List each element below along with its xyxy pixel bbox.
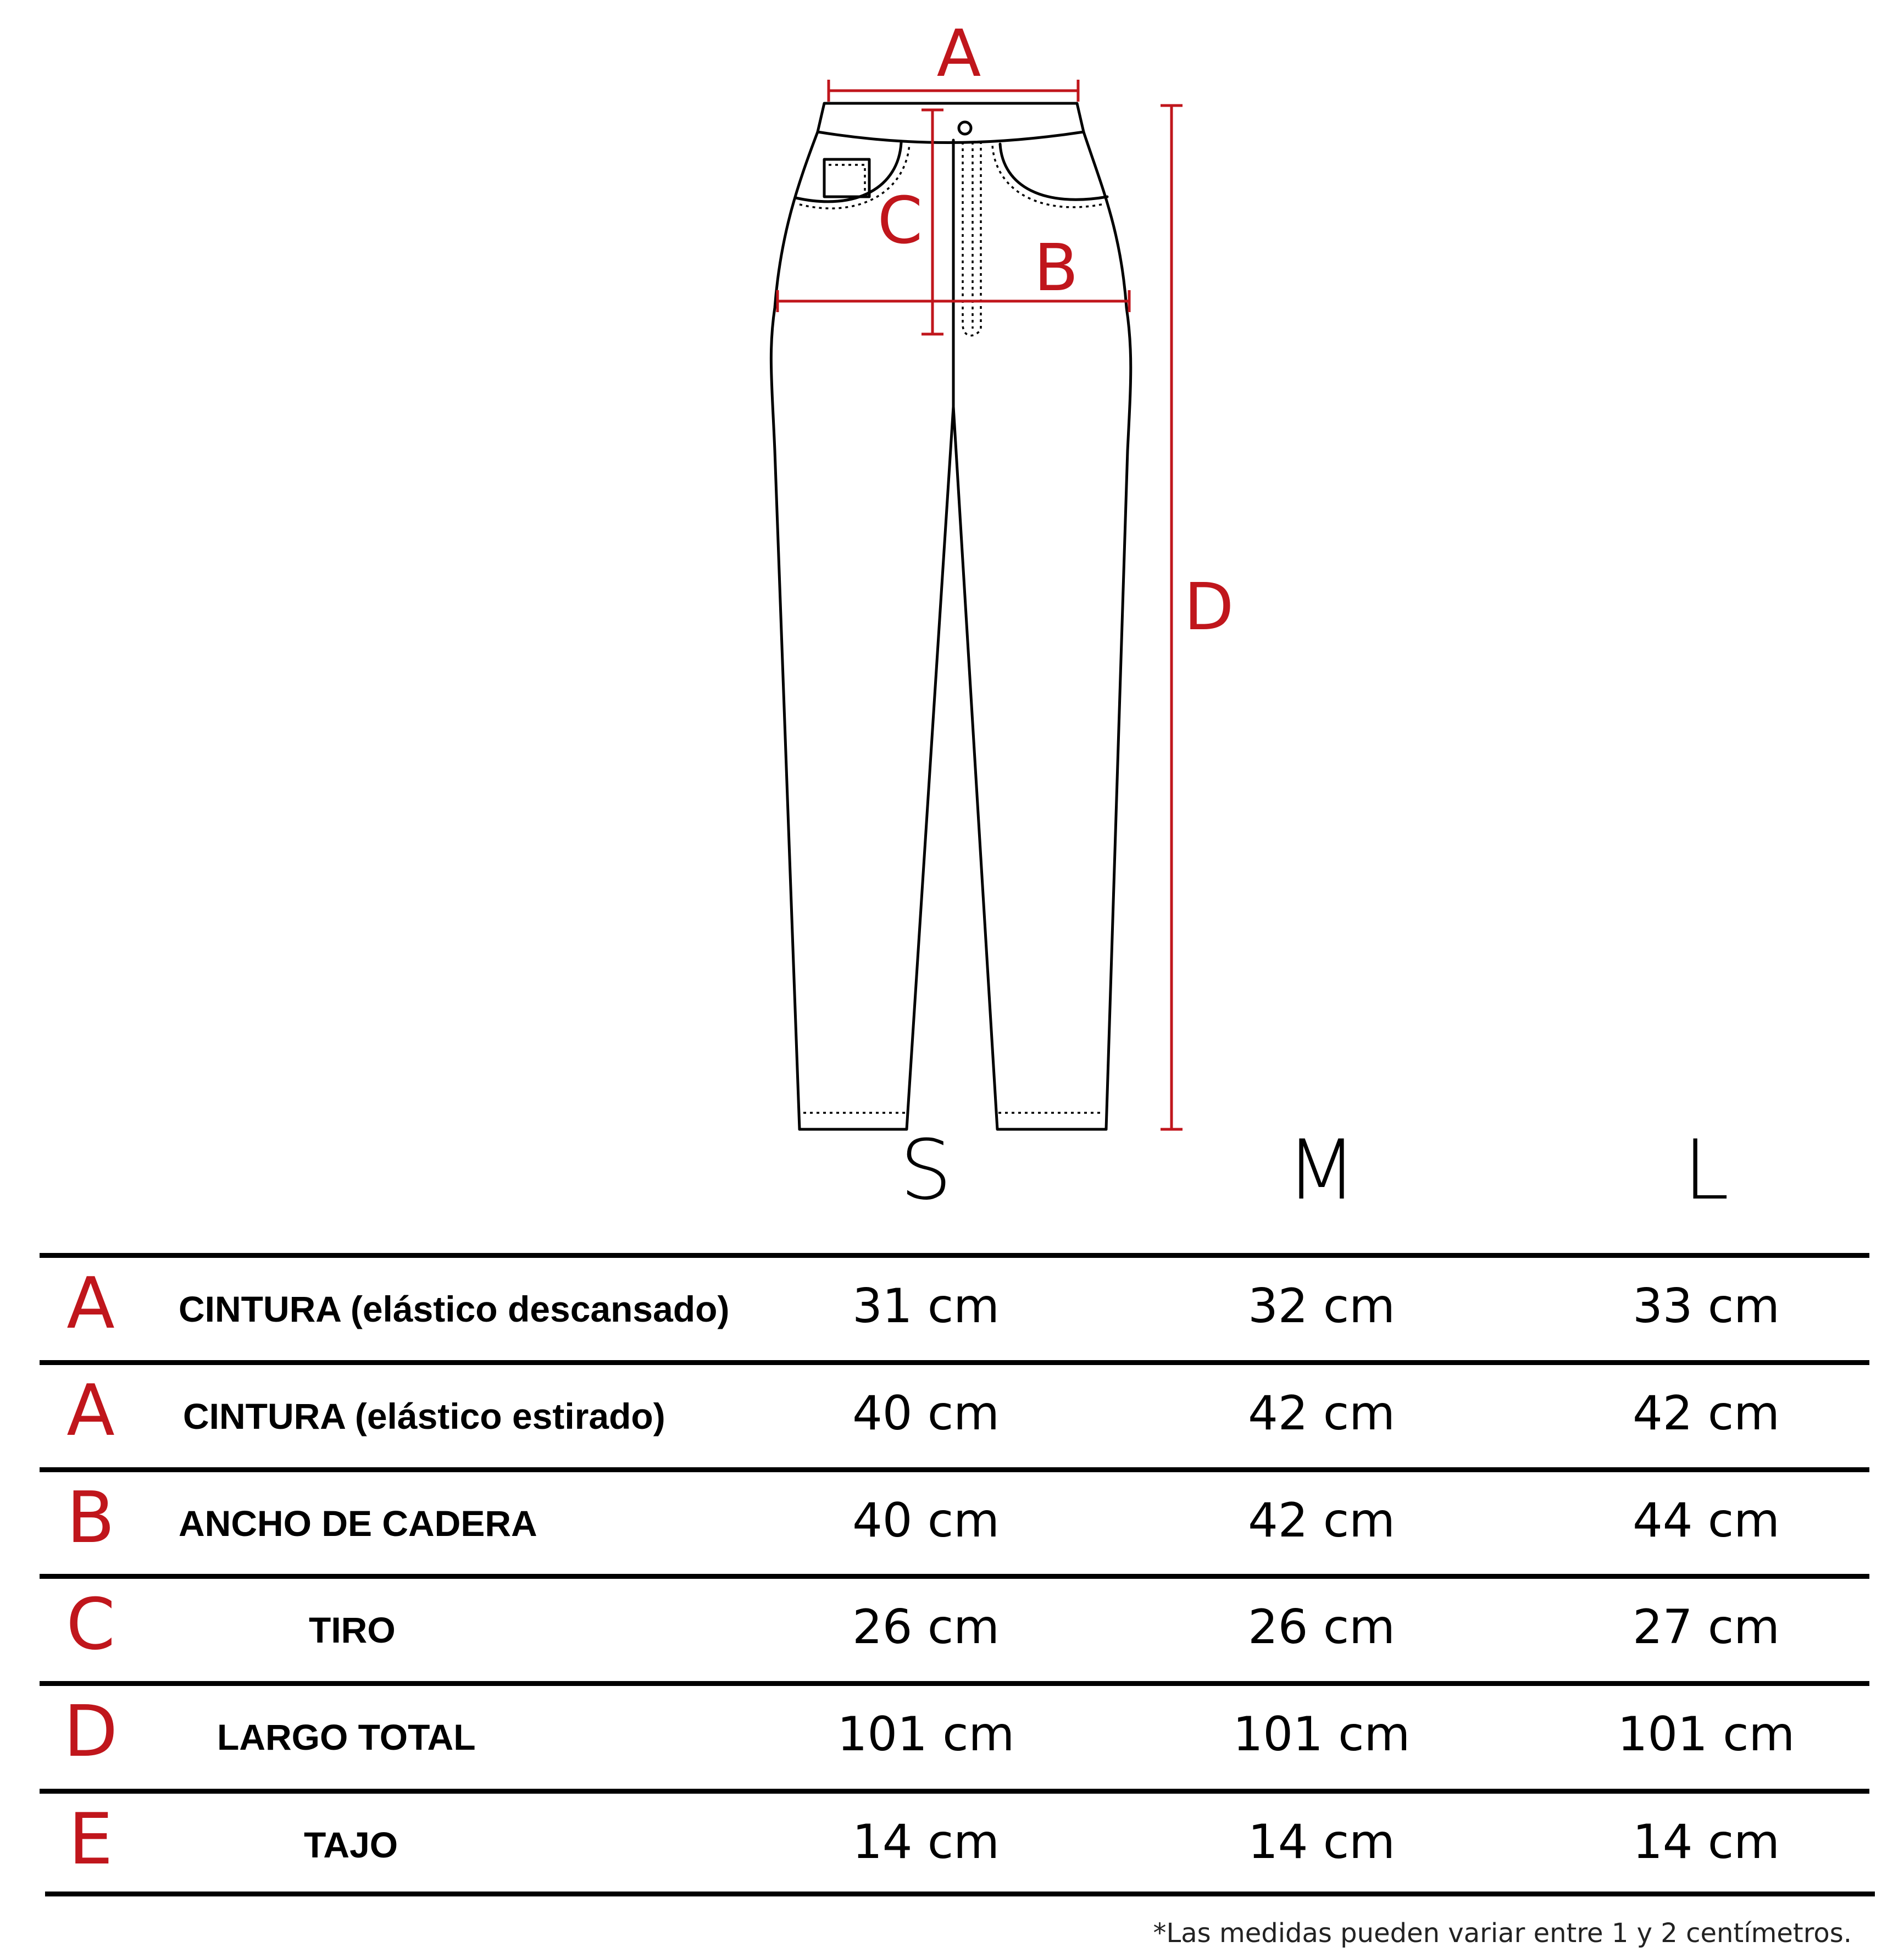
row-letter: C [66,1584,115,1666]
row-letter: A [66,1263,115,1345]
cell-m: 14 cm [1248,1815,1395,1870]
cell-l: 14 cm [1633,1815,1780,1870]
row-letter: A [66,1370,115,1452]
row-letter: D [63,1691,118,1773]
cell-s: 40 cm [852,1493,1000,1548]
dimension-label-b: B [1034,230,1079,306]
footnote: *Las medidas pueden variar entre 1 y 2 centímetros. [1153,1918,1852,1949]
cell-l: 44 cm [1633,1493,1780,1548]
row-letter: B [66,1477,115,1559]
cell-m: 42 cm [1248,1493,1395,1548]
table-rule [40,1253,1869,1258]
table-row-waist-stretched [0,1365,1904,1467]
row-letter: E [68,1799,113,1881]
row-label: TAJO [304,1824,398,1865]
table-rule [40,1681,1869,1686]
cell-s: 101 cm [837,1707,1015,1762]
cell-m: 32 cm [1248,1279,1395,1334]
cell-l: 42 cm [1633,1386,1780,1441]
row-label: ANCHO DE CADERA [179,1503,537,1544]
table-row-waist-relaxed [0,1258,1904,1360]
table-rule [40,1574,1869,1579]
cell-m: 101 cm [1233,1707,1411,1762]
table-row-rise [0,1579,1904,1681]
table-row-slit [0,1794,1904,1896]
row-label: CINTURA (elástico descansado) [179,1289,730,1329]
cell-s: 40 cm [852,1386,1000,1441]
size-header-l: L [1683,1123,1729,1218]
row-label: LARGO TOTAL [217,1717,476,1757]
row-label: TIRO [309,1610,396,1650]
cell-l: 101 cm [1617,1707,1795,1762]
table-rule [40,1789,1869,1794]
dimension-label-a: A [936,15,981,91]
table-rule [40,1360,1869,1365]
size-header-s: S [900,1123,952,1218]
size-header-m: M [1286,1123,1357,1218]
dimension-line-d [1161,106,1183,1129]
dimension-label-d: D [1184,569,1234,645]
table-row-hip-width [0,1472,1904,1574]
cell-l: 27 cm [1633,1600,1780,1655]
cell-m: 42 cm [1248,1386,1395,1441]
cell-s: 26 cm [852,1600,1000,1655]
table-rule [40,1467,1869,1472]
cell-m: 26 cm [1248,1600,1395,1655]
dimension-label-c: C [877,182,923,258]
cell-s: 14 cm [852,1815,1000,1870]
cell-s: 31 cm [852,1279,1000,1334]
cell-l: 33 cm [1633,1279,1780,1334]
row-label: CINTURA (elástico estirado) [183,1396,665,1436]
table-row-total-length [0,1686,1904,1788]
